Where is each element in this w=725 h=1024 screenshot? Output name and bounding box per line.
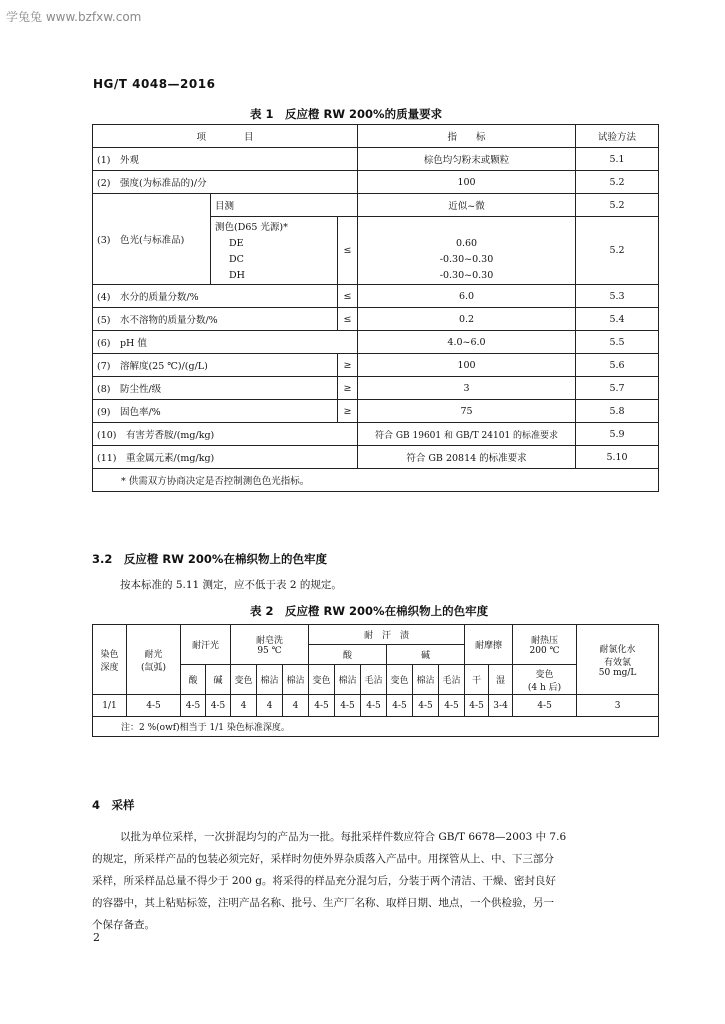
- table1-sym: ≥: [338, 354, 358, 377]
- table1-sym: ≤: [338, 285, 358, 308]
- page-number: 2: [93, 931, 100, 944]
- table1-item: (5) 水不溶物的质量分数/%: [93, 308, 338, 331]
- table2-head-stain-wool: 毛沾: [361, 665, 387, 695]
- table2-head-rubbing: 耐摩擦: [465, 625, 513, 665]
- table2-cell: 4-5: [361, 695, 387, 717]
- table2-head-acid-short: 酸: [181, 665, 206, 695]
- table1-head-method: 试验方法: [576, 125, 659, 148]
- table1-value: 6.0: [358, 285, 576, 308]
- table2-head-chlorine: [577, 625, 659, 695]
- table2-cell: 1/1: [93, 695, 127, 717]
- table-row: [93, 423, 659, 446]
- table1-sym: ≥: [338, 400, 358, 423]
- table2-head-hot-press-temp: 200 ℃: [529, 646, 560, 656]
- table2-head-change: 变色: [309, 665, 335, 695]
- table1-value: 100: [358, 171, 576, 194]
- table2-head-hot-press: [513, 625, 577, 665]
- table2-head-depth-line: 深度: [100, 662, 119, 673]
- table1-method: 5.5: [576, 331, 659, 354]
- table-row: [93, 194, 659, 217]
- table1-head-item: 项 目: [93, 125, 358, 148]
- table2-head-chlorine-line: 有效氯: [604, 657, 632, 668]
- table1-item: (9) 固色率/%: [93, 400, 338, 423]
- table1-method: 5.9: [576, 423, 659, 446]
- table2-cell: 3: [577, 695, 659, 717]
- table1-item: (2) 强度(为标准品的)/分: [93, 171, 358, 194]
- table2-head-alkali: 碱: [387, 645, 465, 665]
- table-row: [93, 171, 659, 194]
- table1-shade-visual-value: 近似~微: [358, 194, 576, 217]
- table1-item: (6) pH 值: [93, 331, 358, 354]
- table2-cell: 4: [231, 695, 257, 717]
- table2-caption: 表 2 反应橙 RW 200%在棉织物上的色牢度: [250, 604, 489, 618]
- table2-head-wet: 湿: [489, 665, 513, 695]
- table1-method: 5.4: [576, 308, 659, 331]
- table1-head-index: 指 标: [358, 125, 576, 148]
- table2-head-alkali-short: 碱: [206, 665, 231, 695]
- section-4-line: 的容器中，其上粘贴标签，注明产品名称、批号、生产厂名称、取样日期、地点，一个供检验，另一: [92, 897, 554, 909]
- table2-head-dry: 干: [465, 665, 489, 695]
- table1-shade-item: (3) 色光(与标准品): [93, 194, 211, 285]
- table2-cell: 4-5: [513, 695, 577, 717]
- table1-shade-visual-label: 目测: [211, 194, 358, 217]
- table1-shade-values-cell: [358, 217, 576, 285]
- table1-shade-method: 5.2: [576, 217, 659, 285]
- table1-shade-sub-value: -0.30~0.30: [439, 254, 494, 265]
- table1-shade-sub-label: DH: [229, 270, 245, 281]
- table1-value: 100: [358, 354, 576, 377]
- table1-value: 4.0~6.0: [358, 331, 576, 354]
- table-row: [93, 285, 659, 308]
- table2-head-change-4h: [513, 665, 577, 695]
- table2-note: 注：2 %(owf)相当于 1/1 染色标准深度。: [93, 717, 659, 737]
- table1-item: (1) 外观: [93, 148, 358, 171]
- table2-head-stain-cotton: 棉沾: [335, 665, 361, 695]
- section-4-paragraph: [92, 826, 567, 936]
- quality-requirements-table: [92, 124, 659, 492]
- table2-cell: 4-5: [309, 695, 335, 717]
- table2-head-acid: 酸: [309, 645, 387, 665]
- table2-cell: 4-5: [439, 695, 465, 717]
- table-row: [93, 308, 659, 331]
- table2-head-chlorine-line: 50 mg/L: [598, 667, 637, 678]
- table1-method: 5.10: [576, 446, 659, 469]
- section-3-2-title: 3.2 反应橙 RW 200%在棉织物上的色牢度: [92, 552, 327, 566]
- table1-shade-visual-method: 5.2: [576, 194, 659, 217]
- section-4-line: 采样，所采样品总量不得少于 200 g。将采得的样品充分混匀后，分装于两个清洁、干燥、密封良好: [92, 875, 556, 887]
- table1-shade-sub-value: 0.60: [455, 238, 478, 249]
- section-4-line: 的规定，所采样产品的包装必须完好，采样时勿使外界杂质落入产品中。用探管从上、中、下三部分: [92, 853, 554, 865]
- table2-head-change-4h-label: 变色: [535, 669, 554, 680]
- table1-shade-instr-label: 测色(D65 光源)*: [215, 222, 288, 233]
- table2-head-depth-line: 染色: [100, 649, 119, 660]
- table2-note-row: [93, 717, 659, 737]
- color-fastness-table: [92, 624, 659, 737]
- table1-shade-sub-value: -0.30~0.30: [439, 270, 494, 281]
- table2-head-stain-wool: 毛沾: [439, 665, 465, 695]
- table2-head-hot-press-label: 耐热压: [531, 636, 559, 646]
- table2-cell: 4: [283, 695, 309, 717]
- table-row: [93, 148, 659, 171]
- table1-shade-sym: ≤: [338, 217, 358, 285]
- section-4-title: 4 采样: [92, 798, 135, 812]
- table2-head-depth: [93, 625, 127, 695]
- table1-item: (11) 重金属元素/(mg/kg): [93, 446, 358, 469]
- table2-cell: 4-5: [387, 695, 413, 717]
- table1-sym: ≤: [338, 308, 358, 331]
- table1-shade-sub-label: DC: [229, 254, 244, 265]
- table2-head-after-4h: (4 h 后): [527, 682, 562, 693]
- watermark: 学兔兔 www.bzfxw.com: [6, 10, 142, 24]
- table1-value: 0.2: [358, 308, 576, 331]
- table1-footnote-row: [93, 469, 659, 492]
- table2-head-perspiration: 耐 汗 渍: [309, 625, 465, 645]
- table1-method: 5.8: [576, 400, 659, 423]
- table1-item: (7) 溶解度(25 ℃)/(g/L): [93, 354, 338, 377]
- table2-cell: 4-5: [413, 695, 439, 717]
- table2-cell: 4-5: [127, 695, 181, 717]
- table1-value: 3: [358, 377, 576, 400]
- table2-head-light: [127, 625, 181, 695]
- table2-cell: 4-5: [335, 695, 361, 717]
- table1-value: 75: [358, 400, 576, 423]
- table1-header-row: [93, 125, 659, 148]
- table2-head-soaping-label: 耐皂洗: [256, 636, 284, 646]
- table1-value: 符合 GB 20814 的标准要求: [358, 446, 576, 469]
- table1-footnote: * 供需双方协商决定是否控制测色色光指标。: [93, 469, 659, 492]
- table1-sym: ≥: [338, 377, 358, 400]
- table2-head-soaping-temp: 95 ℃: [257, 646, 282, 656]
- table1-item: (10) 有害芳香胺/(mg/kg): [93, 423, 358, 446]
- table2-cell: 3-4: [489, 695, 513, 717]
- table2-head-stain-cotton: 棉沾: [257, 665, 283, 695]
- table-row: [93, 446, 659, 469]
- table1-method: 5.3: [576, 285, 659, 308]
- table2-cell: 4: [257, 695, 283, 717]
- table2-head-stain-cotton: 棉沾: [413, 665, 439, 695]
- table2-head-change: 变色: [387, 665, 413, 695]
- standard-number: HG/T 4048—2016: [93, 77, 216, 91]
- table-row: [93, 400, 659, 423]
- table1-caption: 表 1 反应橙 RW 200%的质量要求: [250, 107, 443, 121]
- table2-cell: 4-5: [181, 695, 206, 717]
- table2-head-perspiration-light: 耐汗光: [181, 625, 231, 665]
- table1-value: 符合 GB 19601 和 GB/T 24101 的标准要求: [358, 423, 576, 446]
- table2-head-chlorine-line: 耐氯化水: [599, 644, 636, 655]
- table1-method: 5.2: [576, 171, 659, 194]
- section-4-line: 以批为单位采样，一次拼混均匀的产品为一批。每批采样件数应符合 GB/T 6678—2003 中 7.6: [120, 831, 567, 843]
- table-row: [93, 377, 659, 400]
- section-3-2-text: 按本标准的 5.11 测定，应不低于表 2 的规定。: [120, 579, 342, 591]
- table1-shade-sub-label: DE: [229, 238, 244, 249]
- table1-value: 棕色均匀粉末或颗粒: [358, 148, 576, 171]
- table2-head-change: 变色: [231, 665, 257, 695]
- table2-cell: 4-5: [206, 695, 231, 717]
- table2-cell: 4-5: [465, 695, 489, 717]
- table-row: [93, 695, 659, 717]
- section-4-line: 个保存备查。: [92, 919, 155, 931]
- table2-head-light-line: (氙弧): [140, 662, 167, 673]
- table2-head-stain-cotton: 棉沾: [283, 665, 309, 695]
- table2-head-light-line: 耐光: [144, 649, 163, 660]
- table1-shade-instrument-cell: [211, 217, 338, 285]
- table1-method: 5.7: [576, 377, 659, 400]
- table1-item: (8) 防尘性/级: [93, 377, 338, 400]
- table1-item: (4) 水分的质量分数/%: [93, 285, 338, 308]
- table2-header-row: [93, 625, 659, 645]
- table1-method: 5.6: [576, 354, 659, 377]
- table2-head-soaping: [231, 625, 309, 665]
- table-row: [93, 331, 659, 354]
- table-row: [93, 354, 659, 377]
- table1-method: 5.1: [576, 148, 659, 171]
